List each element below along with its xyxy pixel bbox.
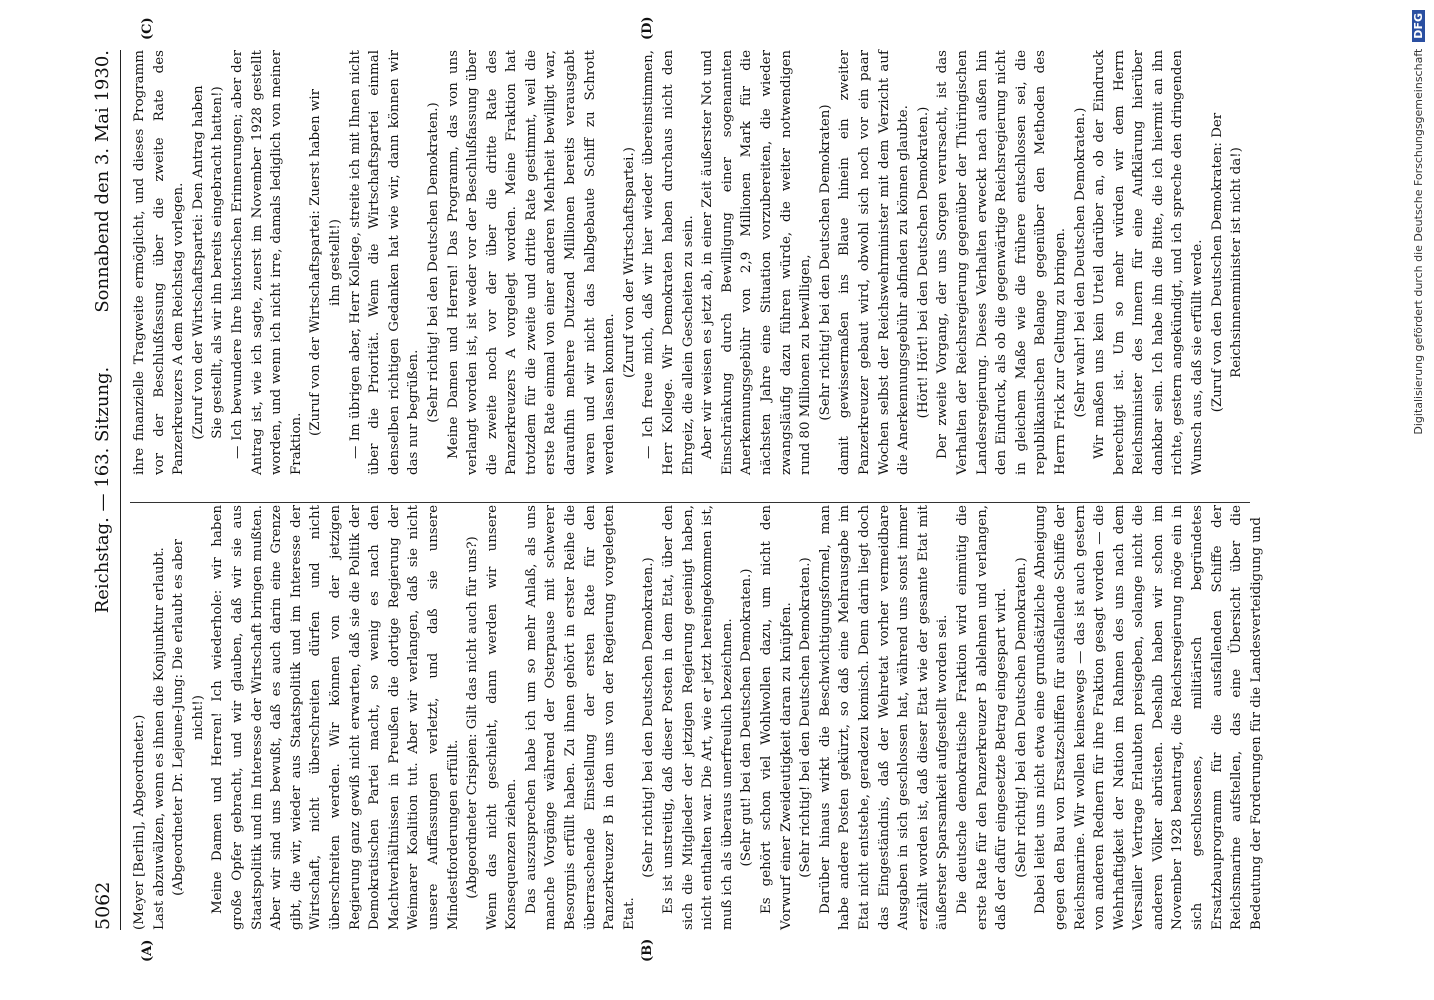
session-date: Sonnabend den 3. Mai 1930. [92, 50, 113, 313]
paragraph: Wir maßen uns kein Urteil darüber an, ob der Eindruck berechtigt ist. Um so mehr würden wir dem Herrn Reichsminister des Innern für eine Aufklärung hierüber dankbar sein. Ich habe ihn die Bitte, die ich hiermit an ihn richte, gestern angekündigt, und ich spreche den dringenden Wunsch aus, daß sie erfüllt werde. [1092, 50, 1206, 475]
dfg-logo: DFG [1412, 10, 1425, 42]
interjection: (Abgeordneter Crispien: Gilt das nicht auch für uns?) [465, 536, 481, 899]
paragraph: (Meyer [Berlin], Abgeordneter.) [132, 714, 147, 930]
interjection: (Zuruf von der Wirtschaftspartei.) [621, 147, 637, 378]
interjection: (Abgeordneter Dr. Lejeune-Jung: Die erlaubt es aber nicht!) [171, 539, 206, 896]
digitization-credit [1410, 10, 1428, 995]
interjection: (Zuruf von der Wirtschaftspartei: Zuerst haben wir ihn gestellt!) [308, 88, 343, 437]
paragraph: Das auszusprechen habe ich um so mehr Anlaß, als uns manche Vorgänge während der Osterpause mit schwerer Besorgnis erfüllt haben. Zu ihnen gehört in erster Reihe die überraschende Einstellung der ersten Rate für den Panzerkreuzer B in den uns von der Regierung vorgelegten Etat. [523, 505, 637, 930]
interjection: (Zuruf von der Wirtschaftspartei: Den Antrag haben Sie gestellt, als wir ihn bereits eingebracht hatten!) [190, 85, 226, 440]
page-header [90, 50, 121, 930]
right-column [130, 50, 1250, 475]
digitization-note: Digitalisierung gefördert durch die Deutsche Forschungsgemeinschaft [1412, 48, 1425, 435]
paragraph: — Ich freue mich, daß wir hier wieder übereinstimmen, Herr Kollege. Wir Demokraten haben durchaus nicht den Ehrgeiz, die allein Gescheiten zu sein. [641, 50, 696, 475]
margin-mark-d: (D) [640, 16, 655, 40]
interjection: (Sehr richtig! bei den Deutschen Demokraten.) [641, 557, 657, 878]
paragraph: Es gehört schon viel Wohlwollen dazu, um nicht den Vorwurf einer Zweideutigkeit daran zu knüpfen. [759, 505, 794, 930]
page-number: 5062 [92, 881, 114, 930]
paragraph: Es ist unstreitig, daß dieser Posten in dem Etat, über den sich die Mitglieder der jetzigen Regierung geeinigt haben, nicht enthalten war. Die Art, wie er jetzt hereingekommen ist, muß ich als überaus unerfreulich bezeichnen. [661, 505, 735, 930]
interjection: (Sehr richtig! bei den Deutschen Demokraten.) [425, 102, 441, 423]
interjection: (Sehr richtig! bei den Deutschen Demokraten.) [798, 557, 814, 878]
paragraph: ihre finanzielle Tragweite ermöglicht, und dieses Programm vor der Beschlußfassung über die zweite Rate des Panzerkreuzers A dem Reichstag vorlegen. [132, 50, 187, 475]
interjection: (Sehr richtig! bei den Deutschen Demokraten.) [1013, 557, 1029, 878]
paragraph: Die deutsche demokratische Fraktion wird einmütig die erste Rate für den Panzerkreuzer B ablehnen und verlangen, daß der dafür eingesetzte Betrag eingespart wird. [954, 505, 1010, 930]
interjection: (Sehr gut! bei den Deutschen Demokraten.) [739, 568, 755, 867]
column-divider [130, 502, 1250, 503]
paragraph: Der zweite Vorgang, der uns Sorgen verursacht, ist das Verhalten der Reichsregierung gegenüber der Thüringischen Landesregierung. Dieses Verhalten erweckt nach außen hin den Eindruck, als ob die gegenwärtige Reichsregierung nicht in gleichem Maße wie die frühere entschlossen sei, die republikanischen Belange gegenüber den Methoden des Herrn Frick zur Geltung zu bringen. [935, 50, 1068, 475]
paragraph: Dabei leitet uns nicht etwa eine grundsätzliche Abneigung gegen den Bau von Ersatzschiffen für ausfallende Schiffe der Reichsmarine. Wir wollen keineswegs — das ist auch gestern von anderen Rednern für ihre Fraktion gesagt worden — die Wehrhaftigkeit der Nation im Rahmen des uns nach dem Versailler Vertrage Erlaubten preisgeben, solange nicht die anderen Völker abrüsten. Deshalb haben wir schon im November 1928 beantragt, die Reichsregierung möge ein in sich geschlossenes, militärisch begründetes Ersatzbauprogramm für die ausfallenden Schiffe der Reichsmarine aufstellen, das eine Übersicht über die Bedeutung der Forderungen für die Landesverteidigung und [1033, 505, 1264, 930]
interjection: (Zuruf von den Deutschen Demokraten: Der Reichsinnenminister ist nicht da!) [1209, 112, 1245, 413]
paragraph: — Ich bewundere Ihre historischen Erinnerungen; aber der Antrag ist, wie ich sagte, zuerst im November 1928 gestellt worden, und wenn ich nicht irre, damals lediglich von meiner Fraktion. [229, 50, 304, 475]
margin-mark-c: (C) [140, 17, 155, 40]
paragraph: — Im übrigen aber, Herr Kollege, streite ich mit Ihnen nicht über die Priorität. Wenn die Wirtschaftspartei einmal denselben richtigen Gedanken hat wie wir, dann können wir das nur begrüßen. [347, 50, 422, 475]
paragraph: Darüber hinaus wirkt die Beschwichtigungsformel, man habe andere Posten gekürzt, so daß eine Mehrausgabe im Etat nicht entstehe, geradezu komisch. Denn darin liegt doch das Eingeständnis, daß der Wehretat vorher vermeidbare Ausgaben in sich geschlossen hat, während uns sonst immer erzählt worden ist, daß dieser Etat wie der gesamte Etat mit äußerster Sparsamkeit aufgestellt worden sei. [817, 505, 951, 930]
paragraph: damit gewissermaßen ins Blaue hinein ein zweiter Panzerkreuzer gebaut wird, obwohl sich noch vor ein paar Wochen selbst der Reichswehrminister mit dem Verzicht auf die Anerkennungsgebühr abfinden zu können glaubte. [837, 50, 912, 475]
paragraph: Meine Damen und Herren! Ich wiederhole: wir haben große Opfer gebracht, und wir glauben, daß wir sie aus Staatspolitik und im Interesse der Wirtschaft bringen mußten. Aber wir sind uns bewußt, daß es auch darin eine Grenze gibt, die wir, wieder aus Staatspolitik und im Interesse der Wirtschaft, nicht überschreiten dürfen und nicht überschreiten werden. Wir können von der jetzigen Regierung ganz gewiß nicht erwarten, daß sie die Politik der Demokratischen Partei macht, so wenig es nach den Machtverhältnissen in Preußen die dortige Regierung der Weimarer Koalition tut. Aber wir verlangen, daß sie nicht unsere Auffassungen verletzt, und daß sie unsere Mindestforderungen erfüllt. [210, 505, 461, 930]
margin-mark-a: (A) [140, 939, 155, 962]
left-column [130, 505, 1264, 930]
interjection: (Hört! Hört! bei den Deutschen Demokraten.) [915, 106, 931, 419]
paragraph: Meine Damen und Herren! Das Programm, das von uns verlangt worden ist, ist weder vor der Beschlußfassung über die zweite noch vor der über die dritte Rate des Panzerkreuzers A vorgelegt worden. Meine Fraktion hat trotzdem für die zweite und dritte Rate gestimmt, weil die erste Rate einmal von einer anderen Mehrheit bewilligt war, daraufhin mehrere Dutzend Millionen bereits verausgabt waren und wir nicht das halbgebaute Schiff zu Schrott werden lassen konnten. [445, 50, 618, 475]
paragraph: Last abzuwälzen, wenn es ihnen die Konjunktur erlaubt. [151, 547, 167, 930]
interjection: (Sehr richtig! bei den Deutschen Demokraten) [817, 104, 833, 421]
interjection: (Sehr wahr! bei den Deutschen Demokraten.) [1072, 107, 1088, 418]
margin-mark-b: (B) [640, 938, 655, 962]
running-head: Reichstag. — 163. Sitzung. [92, 366, 113, 614]
paragraph: Wenn das nicht geschieht, dann werden wir unsere Konsequenzen ziehen. [484, 505, 520, 930]
paragraph: Aber wir weisen es jetzt ab, in einer Zeit äußerster Not und Einschränkung durch Bewilligung einer sogenannten Anerkennungsgebühr von 2,9 Millionen Mark für die nächsten Jahre eine Situation vorzubereiten, die wieder zwangsläufig dazu führen würde, die weiter notwendigen rund 80 Millionen zu bewilligen, [700, 50, 814, 475]
